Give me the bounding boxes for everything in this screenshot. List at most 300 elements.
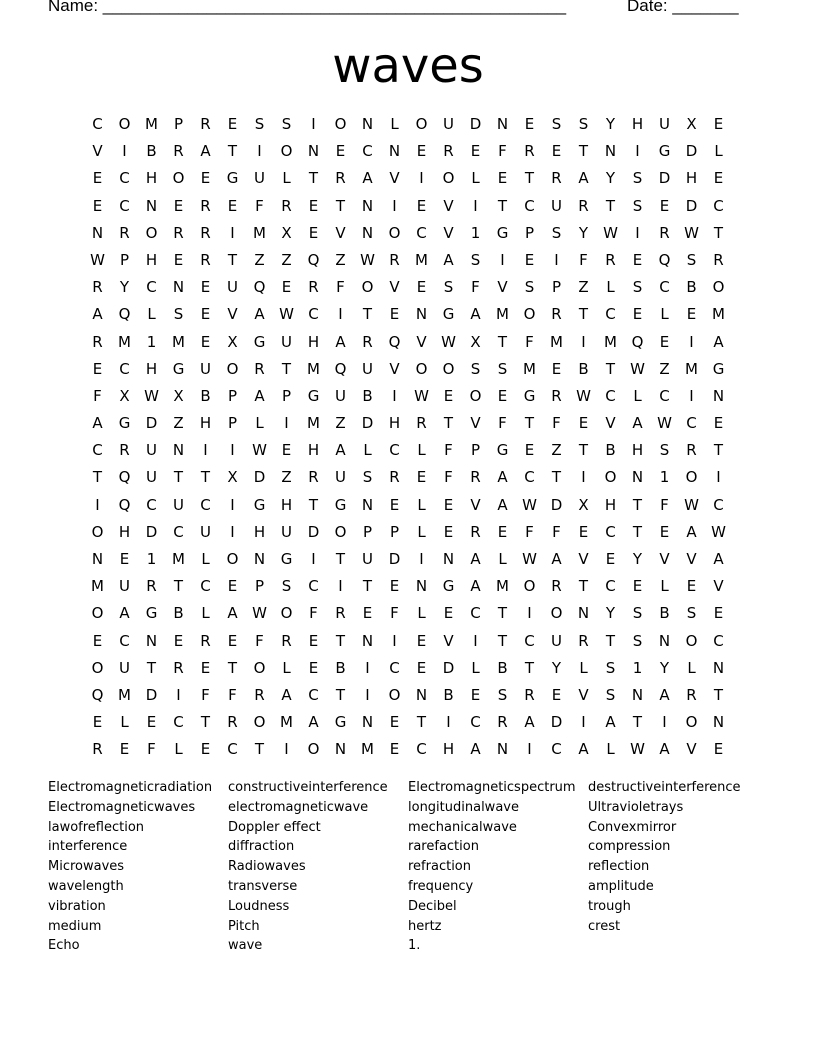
grid-letter[interactable]: L bbox=[282, 658, 291, 677]
grid-letter[interactable]: U bbox=[254, 169, 265, 188]
grid-letter[interactable]: T bbox=[632, 713, 643, 732]
grid-letter[interactable]: A bbox=[470, 577, 481, 596]
grid-letter[interactable]: U bbox=[362, 359, 373, 378]
grid-letter[interactable]: 1 bbox=[146, 332, 157, 351]
grid-letter[interactable]: X bbox=[686, 115, 697, 133]
grid-letter[interactable]: M bbox=[550, 332, 563, 351]
grid-letter[interactable]: G bbox=[442, 577, 455, 596]
grid-letter[interactable]: G bbox=[712, 359, 725, 378]
grid-letter[interactable]: W bbox=[144, 386, 159, 405]
grid-letter[interactable]: E bbox=[713, 115, 724, 133]
grid-letter[interactable]: M bbox=[685, 359, 698, 378]
grid-letter[interactable]: S bbox=[632, 278, 643, 297]
grid-letter[interactable]: A bbox=[578, 740, 589, 759]
grid-letter[interactable]: S bbox=[686, 250, 697, 269]
grid-letter[interactable]: N bbox=[361, 196, 374, 215]
grid-letter[interactable]: B bbox=[605, 441, 616, 460]
grid-letter[interactable]: O bbox=[280, 604, 293, 623]
grid-letter[interactable]: T bbox=[605, 196, 616, 215]
grid-letter[interactable]: E bbox=[308, 223, 319, 242]
grid-letter[interactable]: T bbox=[632, 495, 643, 514]
grid-letter[interactable]: E bbox=[578, 414, 589, 433]
grid-letter[interactable]: N bbox=[415, 305, 428, 324]
grid-letter[interactable]: A bbox=[254, 305, 265, 324]
grid-letter[interactable]: V bbox=[578, 550, 589, 568]
grid-letter[interactable]: A bbox=[713, 550, 724, 568]
grid-letter[interactable]: T bbox=[551, 468, 562, 487]
grid-letter[interactable]: N bbox=[631, 468, 644, 487]
grid-letter[interactable]: L bbox=[390, 115, 399, 133]
grid-letter[interactable]: I bbox=[500, 250, 505, 269]
grid-letter[interactable]: G bbox=[442, 305, 455, 324]
grid-letter[interactable]: 1 bbox=[632, 658, 643, 677]
grid-letter[interactable]: A bbox=[659, 685, 670, 704]
grid-letter[interactable]: F bbox=[309, 604, 318, 623]
grid-letter[interactable]: A bbox=[200, 142, 211, 161]
grid-letter[interactable]: R bbox=[146, 577, 157, 596]
grid-letter[interactable]: I bbox=[230, 522, 235, 541]
grid-letter[interactable]: H bbox=[631, 441, 644, 460]
grid-letter[interactable]: E bbox=[416, 196, 427, 215]
grid-letter[interactable]: F bbox=[255, 196, 264, 215]
grid-letter[interactable]: R bbox=[416, 414, 427, 433]
grid-letter[interactable]: E bbox=[551, 359, 562, 378]
grid-letter[interactable]: M bbox=[604, 332, 617, 351]
grid-letter[interactable]: F bbox=[390, 604, 399, 623]
grid-letter[interactable]: T bbox=[362, 577, 373, 596]
grid-letter[interactable]: S bbox=[632, 604, 643, 623]
grid-letter[interactable]: Y bbox=[659, 658, 670, 677]
grid-letter[interactable]: O bbox=[685, 468, 698, 487]
grid-letter[interactable]: U bbox=[119, 658, 130, 677]
grid-letter[interactable]: H bbox=[604, 495, 617, 514]
grid-letter[interactable]: U bbox=[200, 522, 211, 541]
grid-letter[interactable]: R bbox=[551, 577, 562, 596]
grid-letter[interactable]: H bbox=[145, 250, 158, 269]
grid-letter[interactable]: I bbox=[392, 196, 397, 215]
grid-letter[interactable]: R bbox=[713, 250, 724, 269]
grid-letter[interactable]: L bbox=[660, 577, 669, 596]
grid-letter[interactable]: V bbox=[443, 196, 454, 215]
grid-letter[interactable]: H bbox=[442, 740, 455, 759]
grid-letter[interactable]: N bbox=[415, 577, 428, 596]
grid-letter[interactable]: G bbox=[280, 550, 293, 568]
grid-letter[interactable]: Z bbox=[281, 468, 292, 487]
grid-letter[interactable]: R bbox=[335, 169, 346, 188]
grid-letter[interactable]: F bbox=[525, 332, 534, 351]
grid-letter[interactable]: T bbox=[497, 631, 508, 650]
grid-letter[interactable]: R bbox=[524, 142, 535, 161]
grid-letter[interactable]: N bbox=[361, 713, 374, 732]
grid-letter[interactable]: I bbox=[365, 658, 370, 677]
grid-letter[interactable]: R bbox=[308, 278, 319, 297]
grid-letter[interactable]: C bbox=[551, 740, 562, 759]
grid-letter[interactable]: U bbox=[119, 577, 130, 596]
grid-letter[interactable]: S bbox=[173, 305, 184, 324]
grid-letter[interactable]: N bbox=[442, 550, 455, 568]
grid-letter[interactable]: G bbox=[307, 386, 320, 405]
grid-letter[interactable]: M bbox=[415, 250, 428, 269]
grid-letter[interactable]: M bbox=[172, 332, 185, 351]
grid-letter[interactable]: N bbox=[91, 550, 104, 568]
grid-letter[interactable]: E bbox=[416, 468, 427, 487]
grid-letter[interactable]: E bbox=[389, 740, 400, 759]
grid-letter[interactable]: N bbox=[496, 115, 509, 133]
grid-letter[interactable]: D bbox=[253, 468, 266, 487]
grid-letter[interactable]: V bbox=[389, 278, 400, 297]
grid-letter[interactable]: E bbox=[713, 414, 724, 433]
grid-letter[interactable]: P bbox=[254, 577, 265, 596]
grid-letter[interactable]: E bbox=[308, 658, 319, 677]
grid-letter[interactable]: W bbox=[657, 414, 672, 433]
grid-letter[interactable]: E bbox=[659, 196, 670, 215]
grid-letter[interactable]: C bbox=[362, 142, 373, 161]
grid-letter[interactable]: L bbox=[147, 305, 156, 324]
grid-letter[interactable]: E bbox=[200, 740, 211, 759]
grid-letter[interactable]: D bbox=[685, 142, 698, 161]
grid-letter[interactable]: 1 bbox=[146, 550, 157, 568]
grid-letter[interactable]: F bbox=[255, 631, 264, 650]
grid-letter[interactable]: Y bbox=[119, 278, 130, 297]
grid-letter[interactable]: T bbox=[578, 441, 589, 460]
grid-letter[interactable]: E bbox=[713, 740, 724, 759]
grid-letter[interactable]: X bbox=[578, 495, 589, 514]
grid-letter[interactable]: C bbox=[524, 196, 535, 215]
grid-letter[interactable]: E bbox=[227, 631, 238, 650]
grid-letter[interactable]: L bbox=[687, 658, 696, 677]
grid-letter[interactable]: R bbox=[686, 441, 697, 460]
grid-letter[interactable]: V bbox=[416, 332, 427, 351]
grid-letter[interactable]: L bbox=[120, 713, 129, 732]
grid-letter[interactable]: R bbox=[173, 142, 184, 161]
grid-letter[interactable]: C bbox=[389, 441, 400, 460]
grid-letter[interactable]: D bbox=[442, 658, 455, 677]
grid-letter[interactable]: Y bbox=[605, 169, 616, 188]
grid-letter[interactable]: L bbox=[471, 658, 480, 677]
grid-letter[interactable]: R bbox=[389, 250, 400, 269]
grid-letter[interactable]: Z bbox=[335, 250, 346, 269]
grid-letter[interactable]: T bbox=[578, 577, 589, 596]
grid-letter[interactable]: T bbox=[335, 685, 346, 704]
grid-letter[interactable]: C bbox=[470, 713, 481, 732]
grid-letter[interactable]: U bbox=[200, 359, 211, 378]
grid-letter[interactable]: N bbox=[361, 223, 374, 242]
grid-letter[interactable]: C bbox=[470, 604, 481, 623]
grid-letter[interactable]: T bbox=[713, 441, 724, 460]
grid-letter[interactable]: S bbox=[497, 685, 508, 704]
grid-letter[interactable]: E bbox=[173, 250, 184, 269]
grid-letter[interactable]: S bbox=[551, 223, 562, 242]
grid-letter[interactable]: V bbox=[578, 685, 589, 704]
grid-letter[interactable]: L bbox=[417, 522, 426, 541]
grid-letter[interactable]: O bbox=[118, 115, 131, 133]
grid-letter[interactable]: T bbox=[335, 550, 346, 568]
grid-letter[interactable]: W bbox=[711, 522, 726, 541]
grid-letter[interactable]: B bbox=[335, 658, 346, 677]
grid-letter[interactable]: N bbox=[388, 142, 401, 161]
grid-letter[interactable]: A bbox=[119, 604, 130, 623]
grid-letter[interactable]: T bbox=[173, 577, 184, 596]
grid-letter[interactable]: L bbox=[714, 142, 723, 161]
grid-letter[interactable]: Z bbox=[551, 441, 562, 460]
grid-letter[interactable]: T bbox=[497, 604, 508, 623]
grid-letter[interactable]: R bbox=[281, 196, 292, 215]
grid-letter[interactable]: F bbox=[525, 522, 534, 541]
grid-letter[interactable]: X bbox=[227, 468, 238, 487]
grid-letter[interactable]: R bbox=[173, 658, 184, 677]
grid-letter[interactable]: N bbox=[253, 550, 266, 568]
grid-letter[interactable]: C bbox=[713, 196, 724, 215]
grid-letter[interactable]: C bbox=[119, 196, 130, 215]
grid-letter[interactable]: A bbox=[551, 550, 562, 568]
grid-letter[interactable]: E bbox=[443, 386, 454, 405]
grid-letter[interactable]: E bbox=[92, 169, 103, 188]
grid-letter[interactable]: 1 bbox=[470, 223, 481, 242]
grid-letter[interactable]: D bbox=[388, 550, 401, 568]
grid-letter[interactable]: E bbox=[443, 495, 454, 514]
grid-letter[interactable]: I bbox=[419, 550, 424, 568]
grid-letter[interactable]: R bbox=[443, 142, 454, 161]
grid-letter[interactable]: A bbox=[713, 332, 724, 351]
grid-letter[interactable]: O bbox=[415, 359, 428, 378]
grid-letter[interactable]: Z bbox=[173, 414, 184, 433]
word-search-grid[interactable] bbox=[84, 111, 732, 764]
grid-letter[interactable]: I bbox=[122, 142, 127, 161]
grid-letter[interactable]: F bbox=[201, 685, 210, 704]
grid-letter[interactable]: O bbox=[334, 115, 347, 133]
grid-letter[interactable]: Y bbox=[632, 550, 643, 568]
grid-letter[interactable]: O bbox=[415, 115, 428, 133]
grid-letter[interactable]: E bbox=[119, 740, 130, 759]
grid-letter[interactable]: O bbox=[145, 223, 158, 242]
grid-letter[interactable]: N bbox=[631, 685, 644, 704]
grid-letter[interactable]: X bbox=[119, 386, 130, 405]
grid-letter[interactable]: P bbox=[470, 441, 481, 460]
grid-letter[interactable]: G bbox=[496, 441, 509, 460]
grid-letter[interactable]: O bbox=[388, 223, 401, 242]
grid-letter[interactable]: O bbox=[523, 305, 536, 324]
grid-letter[interactable]: E bbox=[389, 577, 400, 596]
grid-letter[interactable]: R bbox=[254, 359, 265, 378]
grid-letter[interactable]: E bbox=[389, 713, 400, 732]
grid-letter[interactable]: E bbox=[632, 305, 643, 324]
grid-letter[interactable]: U bbox=[659, 115, 670, 133]
grid-letter[interactable]: X bbox=[470, 332, 481, 351]
name-field-line[interactable]: Name: _________________________________________________ bbox=[48, 0, 567, 15]
grid-letter[interactable]: V bbox=[227, 305, 238, 324]
grid-letter[interactable]: R bbox=[92, 332, 103, 351]
grid-letter[interactable]: T bbox=[254, 740, 265, 759]
grid-letter[interactable]: U bbox=[146, 441, 157, 460]
grid-letter[interactable]: 1 bbox=[659, 468, 670, 487]
grid-letter[interactable]: O bbox=[388, 685, 401, 704]
grid-letter[interactable]: Q bbox=[91, 685, 104, 704]
grid-letter[interactable]: V bbox=[335, 223, 346, 242]
grid-letter[interactable]: F bbox=[552, 522, 561, 541]
grid-letter[interactable]: E bbox=[146, 713, 157, 732]
grid-letter[interactable]: M bbox=[712, 305, 725, 324]
grid-letter[interactable]: M bbox=[496, 305, 509, 324]
grid-letter[interactable]: E bbox=[443, 522, 454, 541]
grid-letter[interactable]: V bbox=[686, 550, 697, 568]
grid-letter[interactable]: B bbox=[146, 142, 157, 161]
grid-letter[interactable]: C bbox=[659, 386, 670, 405]
grid-letter[interactable]: E bbox=[200, 305, 211, 324]
grid-letter[interactable]: T bbox=[578, 142, 589, 161]
grid-letter[interactable]: C bbox=[605, 386, 616, 405]
grid-letter[interactable]: L bbox=[363, 441, 372, 460]
grid-letter[interactable]: E bbox=[200, 332, 211, 351]
grid-letter[interactable]: R bbox=[524, 685, 535, 704]
grid-letter[interactable]: M bbox=[91, 577, 104, 596]
grid-letter[interactable]: V bbox=[470, 495, 481, 514]
grid-letter[interactable]: T bbox=[605, 631, 616, 650]
grid-letter[interactable]: R bbox=[551, 169, 562, 188]
grid-letter[interactable]: T bbox=[200, 468, 211, 487]
grid-letter[interactable]: I bbox=[95, 495, 100, 514]
grid-letter[interactable]: Z bbox=[578, 278, 589, 297]
grid-letter[interactable]: I bbox=[473, 196, 478, 215]
grid-letter[interactable]: N bbox=[91, 223, 104, 242]
grid-letter[interactable]: L bbox=[579, 658, 588, 677]
grid-letter[interactable]: A bbox=[227, 604, 238, 623]
grid-letter[interactable]: E bbox=[119, 550, 130, 568]
grid-letter[interactable]: R bbox=[119, 441, 130, 460]
grid-letter[interactable]: S bbox=[281, 577, 292, 596]
grid-letter[interactable]: E bbox=[551, 142, 562, 161]
grid-letter[interactable]: N bbox=[712, 658, 725, 677]
grid-letter[interactable]: M bbox=[361, 740, 374, 759]
grid-letter[interactable]: C bbox=[605, 305, 616, 324]
grid-letter[interactable]: Y bbox=[578, 223, 589, 242]
grid-letter[interactable]: S bbox=[254, 115, 265, 133]
grid-letter[interactable]: D bbox=[361, 414, 374, 433]
grid-letter[interactable]: O bbox=[361, 278, 374, 297]
grid-letter[interactable]: U bbox=[335, 386, 346, 405]
grid-letter[interactable]: A bbox=[281, 685, 292, 704]
grid-letter[interactable]: E bbox=[524, 441, 535, 460]
grid-letter[interactable]: E bbox=[200, 169, 211, 188]
grid-letter[interactable]: W bbox=[684, 223, 699, 242]
grid-letter[interactable]: S bbox=[470, 359, 481, 378]
grid-letter[interactable]: E bbox=[173, 631, 184, 650]
grid-letter[interactable]: A bbox=[497, 495, 508, 514]
grid-letter[interactable]: E bbox=[416, 658, 427, 677]
grid-letter[interactable]: M bbox=[118, 685, 131, 704]
grid-letter[interactable]: C bbox=[146, 495, 157, 514]
grid-letter[interactable]: N bbox=[577, 604, 590, 623]
grid-letter[interactable]: G bbox=[334, 713, 347, 732]
date-field-line[interactable]: Date: _______ bbox=[627, 0, 739, 15]
grid-letter[interactable]: W bbox=[603, 223, 618, 242]
grid-letter[interactable]: L bbox=[201, 550, 210, 568]
grid-letter[interactable]: Q bbox=[388, 332, 401, 351]
grid-letter[interactable]: G bbox=[334, 495, 347, 514]
grid-letter[interactable]: T bbox=[335, 631, 346, 650]
grid-letter[interactable]: T bbox=[146, 658, 157, 677]
grid-letter[interactable]: C bbox=[308, 305, 319, 324]
grid-letter[interactable]: I bbox=[230, 223, 235, 242]
grid-letter[interactable]: I bbox=[392, 631, 397, 650]
grid-letter[interactable]: L bbox=[606, 278, 615, 297]
grid-letter[interactable]: R bbox=[470, 522, 481, 541]
grid-letter[interactable]: I bbox=[230, 495, 235, 514]
grid-letter[interactable]: H bbox=[118, 522, 131, 541]
grid-letter[interactable]: A bbox=[605, 713, 616, 732]
grid-letter[interactable]: L bbox=[417, 604, 426, 623]
grid-letter[interactable]: W bbox=[360, 250, 375, 269]
grid-letter[interactable]: U bbox=[443, 115, 454, 133]
grid-letter[interactable]: F bbox=[552, 414, 561, 433]
grid-letter[interactable]: R bbox=[578, 631, 589, 650]
grid-letter[interactable]: E bbox=[227, 196, 238, 215]
grid-letter[interactable]: T bbox=[200, 713, 211, 732]
grid-letter[interactable]: R bbox=[551, 386, 562, 405]
grid-letter[interactable]: W bbox=[630, 359, 645, 378]
grid-letter[interactable]: D bbox=[145, 414, 158, 433]
grid-letter[interactable]: L bbox=[201, 604, 210, 623]
grid-letter[interactable]: C bbox=[713, 631, 724, 650]
grid-letter[interactable]: F bbox=[579, 250, 588, 269]
grid-letter[interactable]: U bbox=[551, 196, 562, 215]
grid-letter[interactable]: I bbox=[689, 332, 694, 351]
grid-letter[interactable]: I bbox=[284, 740, 289, 759]
grid-letter[interactable]: T bbox=[173, 468, 184, 487]
grid-letter[interactable]: R bbox=[92, 278, 103, 297]
grid-letter[interactable]: I bbox=[311, 550, 316, 568]
grid-letter[interactable]: V bbox=[443, 631, 454, 650]
grid-letter[interactable]: N bbox=[172, 278, 185, 297]
grid-letter[interactable]: P bbox=[173, 115, 184, 133]
grid-letter[interactable]: E bbox=[308, 196, 319, 215]
grid-letter[interactable]: T bbox=[632, 522, 643, 541]
grid-letter[interactable]: V bbox=[389, 169, 400, 188]
grid-letter[interactable]: G bbox=[496, 223, 509, 242]
grid-letter[interactable]: C bbox=[200, 495, 211, 514]
grid-letter[interactable]: W bbox=[441, 332, 456, 351]
grid-letter[interactable]: R bbox=[605, 250, 616, 269]
grid-letter[interactable]: I bbox=[554, 250, 559, 269]
grid-letter[interactable]: O bbox=[307, 740, 320, 759]
grid-letter[interactable]: E bbox=[578, 522, 589, 541]
grid-letter[interactable]: M bbox=[496, 577, 509, 596]
grid-letter[interactable]: R bbox=[119, 223, 130, 242]
grid-letter[interactable]: O bbox=[442, 169, 455, 188]
grid-letter[interactable]: Q bbox=[253, 278, 266, 297]
grid-letter[interactable]: B bbox=[200, 386, 211, 405]
grid-letter[interactable]: A bbox=[632, 414, 643, 433]
grid-letter[interactable]: E bbox=[551, 685, 562, 704]
grid-letter[interactable]: I bbox=[527, 740, 532, 759]
grid-letter[interactable]: I bbox=[392, 386, 397, 405]
grid-letter[interactable]: S bbox=[632, 631, 643, 650]
grid-letter[interactable]: A bbox=[470, 740, 481, 759]
grid-letter[interactable]: L bbox=[417, 495, 426, 514]
grid-letter[interactable]: E bbox=[686, 305, 697, 324]
grid-letter[interactable]: I bbox=[338, 305, 343, 324]
grid-letter[interactable]: M bbox=[307, 359, 320, 378]
grid-letter[interactable]: W bbox=[576, 386, 591, 405]
grid-letter[interactable]: C bbox=[659, 278, 670, 297]
grid-letter[interactable]: C bbox=[416, 740, 427, 759]
grid-letter[interactable]: A bbox=[308, 713, 319, 732]
grid-letter[interactable]: C bbox=[605, 577, 616, 596]
grid-letter[interactable]: O bbox=[172, 169, 185, 188]
grid-letter[interactable]: R bbox=[200, 115, 211, 133]
grid-letter[interactable]: Q bbox=[334, 359, 347, 378]
grid-letter[interactable]: E bbox=[524, 250, 535, 269]
grid-letter[interactable]: Q bbox=[118, 305, 131, 324]
